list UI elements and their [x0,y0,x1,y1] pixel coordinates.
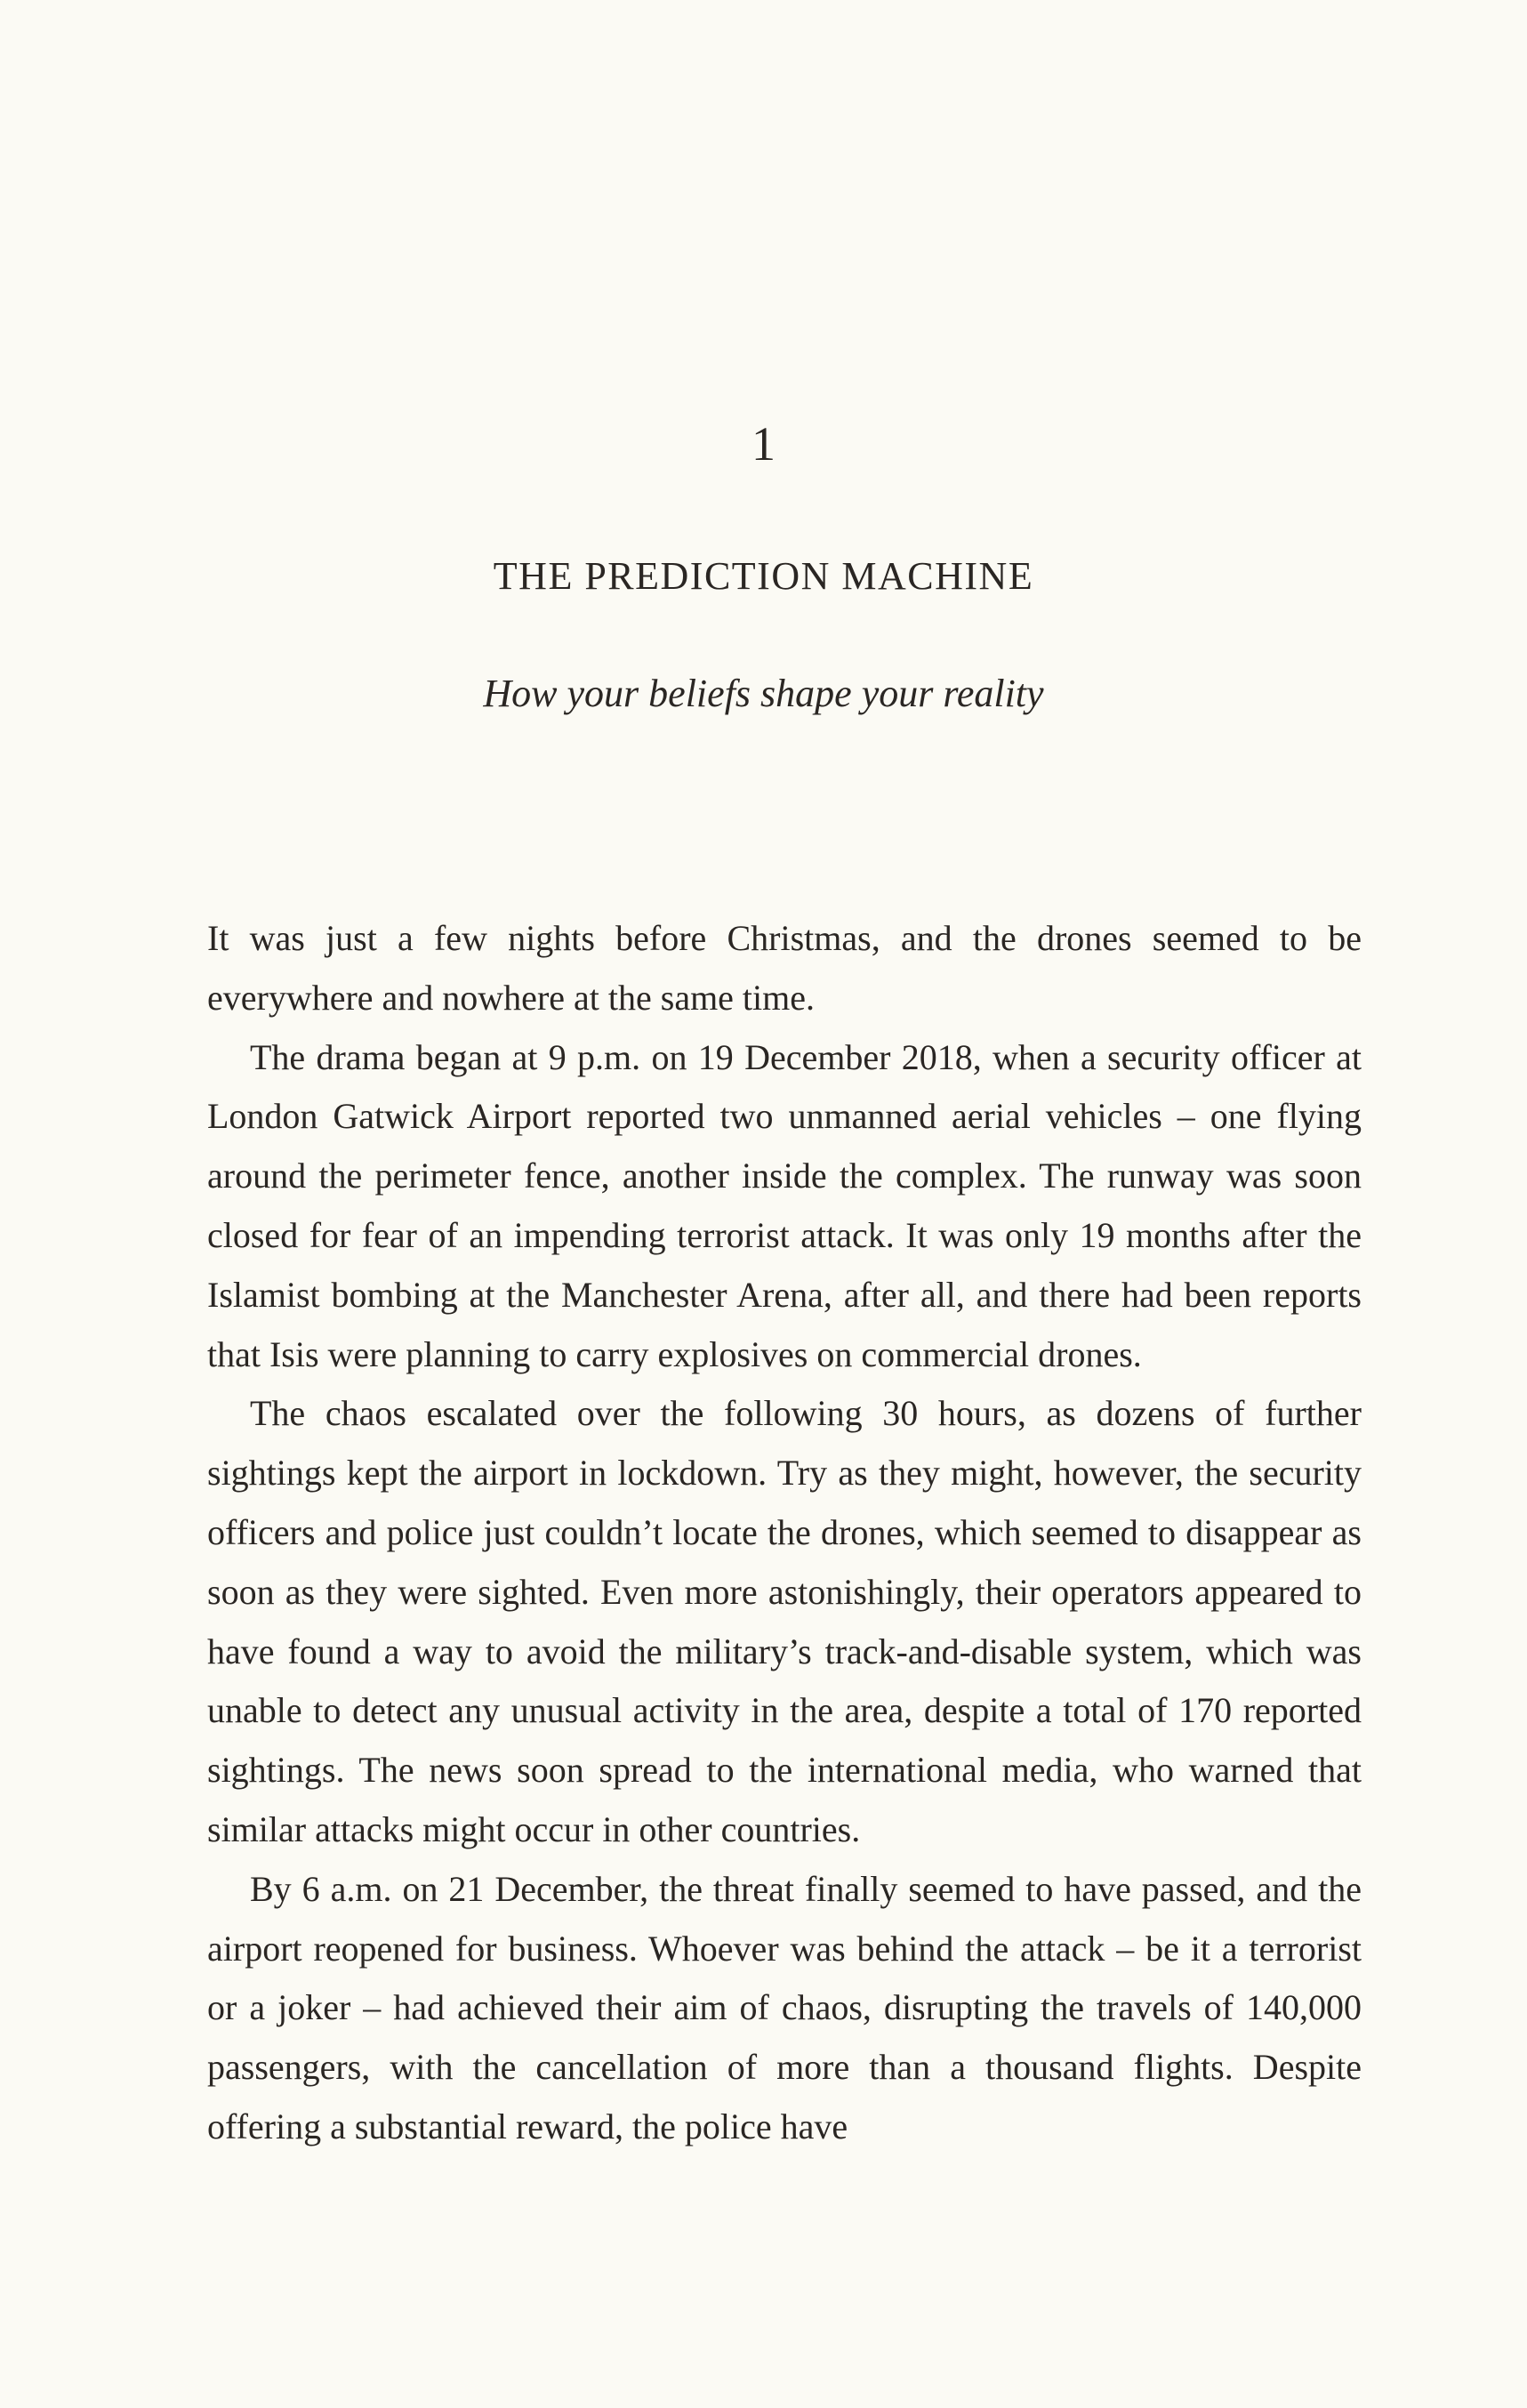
chapter-title: THE PREDICTION MACHINE [493,554,1034,598]
paragraph-4: By 6 a.m. on 21 December, the threat finally seemed to have passed, and the airport reopened for business. Whoever was behind the attack – be it a terrorist or a joker – had achieved their aim of chaos, disrupting the travels of 140,000 passengers, with the cancellation of more than a thousand flights. Despite offering a substantial reward, the police have [207,1868,1362,2146]
chapter-number: 1 [751,417,776,471]
paragraph-3: The chaos escalated over the following 30 hours, as dozens of further sightings kept the airport in lockdown. Try as they might, however, the security officers and police just couldn’t locate the drones, which seemed to disappear as soon as they were sighted. Even more astonishingly, their operators appeared to have found a way to avoid the military’s track-and-disable system, which was unable to detect any unusual activity in the area, despite a total of 170 reported sightings. The news soon spread to the international media, who warned that similar attacks might occur in other countries. [207,1393,1362,1849]
paragraph-2: The drama began at 9 p.m. on 19 December 2018, when a security officer at London Gatwick Airport reported two unmanned aerial vehicles – one flying around the perimeter fence, another inside the complex. The runway was soon closed for fear of an impending terrorist attack. It was only 19 months after the Islamist bombing at the Manchester Arena, after all, and there had been reports that Isis were planning to carry explosives on commercial drones. [207,1036,1362,1374]
paragraph-1: It was just a few nights before Christmas, and the drones seemed to be everywhere and nowhere at the same time. [207,918,1362,1018]
chapter-subtitle: How your beliefs shape your reality [483,672,1044,715]
body-text [207,909,1362,2157]
